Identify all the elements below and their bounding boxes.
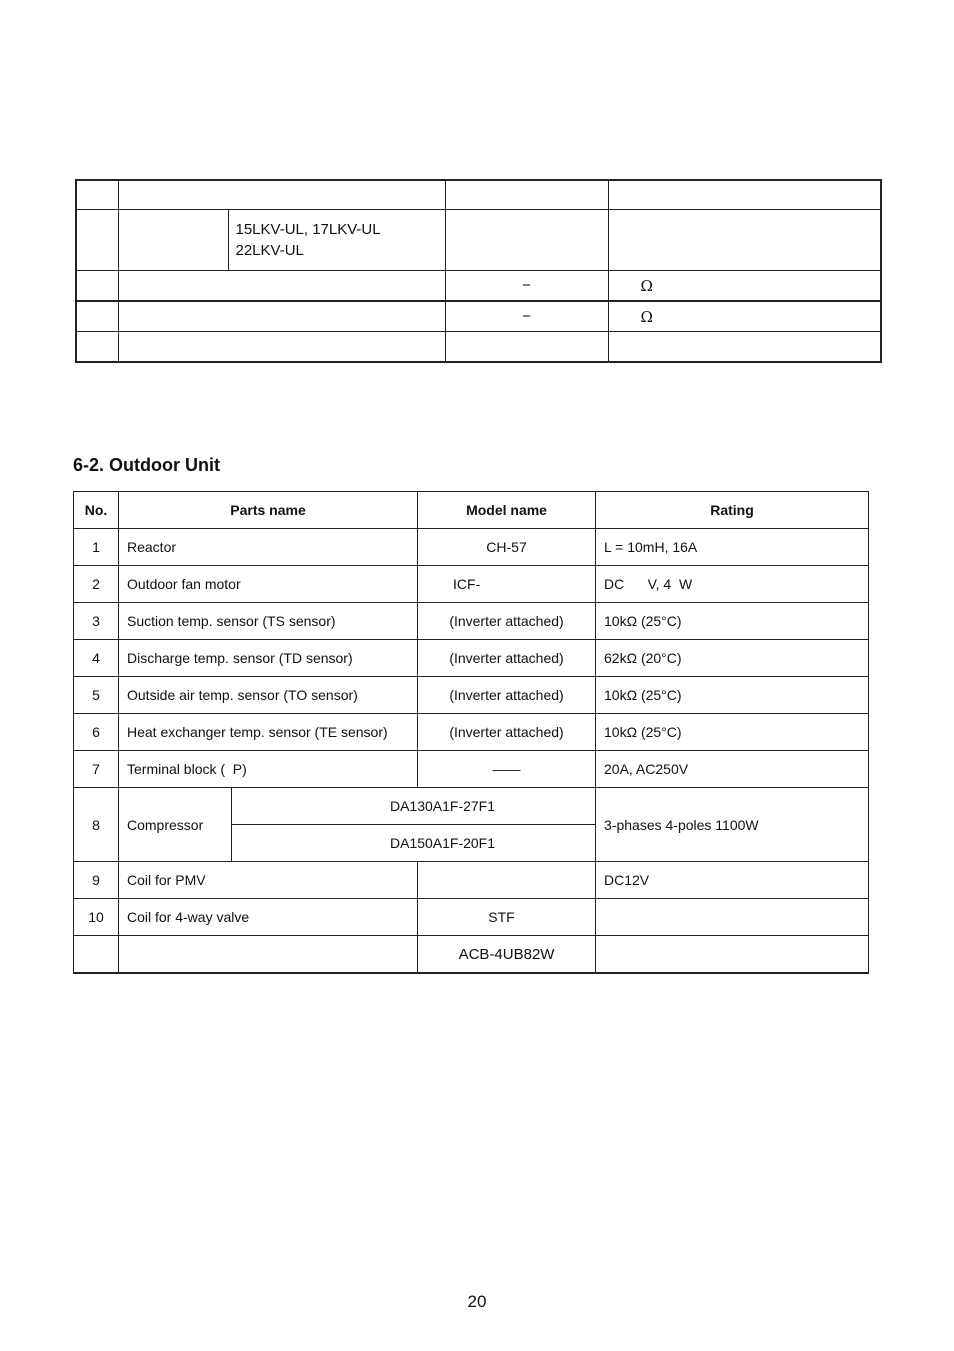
table-row	[76, 301, 881, 332]
header-parts-name: Parts name	[119, 492, 418, 529]
table-row	[74, 603, 869, 640]
row-part: Suction temp. sensor (TS sensor)	[119, 603, 418, 640]
row-rating: L = 10mH, 16A	[596, 529, 869, 566]
row-no: 7	[74, 751, 119, 788]
row-model: ICF-	[418, 566, 596, 603]
row-no	[74, 936, 119, 974]
table-header-row	[74, 492, 869, 529]
table-row	[74, 899, 869, 936]
row-part: Reactor	[119, 529, 418, 566]
row-model: (Inverter attached)	[418, 714, 596, 751]
row-rating: 3-phases 4-poles 1100W	[596, 788, 869, 862]
table-row	[74, 529, 869, 566]
row-model: CH-57	[418, 529, 596, 566]
row-part	[119, 936, 418, 974]
row-part: Discharge temp. sensor (TD sensor)	[119, 640, 418, 677]
row-no: 2	[74, 566, 119, 603]
section-title: 6-2. Outdoor Unit	[73, 455, 220, 475]
dash-cell: −	[445, 271, 608, 302]
row-rating: 10kΩ (25°C)	[596, 714, 869, 751]
table-row	[76, 332, 881, 363]
model-line: 15LKV-UL, 17LKV-UL	[235, 221, 381, 238]
row-no: 6	[74, 714, 119, 751]
row-no: 9	[74, 862, 119, 899]
header-model-name: Model name	[418, 492, 596, 529]
table-row	[76, 180, 881, 210]
model-list	[228, 210, 445, 271]
row-rating: 20A, AC250V	[596, 751, 869, 788]
row-no: 3	[74, 603, 119, 640]
row-part: Outdoor fan motor	[119, 566, 418, 603]
ohm-cell: Ω	[608, 301, 881, 332]
row-no: 10	[74, 899, 119, 936]
row-no: 5	[74, 677, 119, 714]
row-model: DA150A1F-20F1	[232, 825, 596, 862]
ohm-cell: Ω	[608, 271, 881, 302]
row-model: ——	[418, 751, 596, 788]
row-rating	[596, 936, 869, 974]
row-rating: DC V, 4 W	[596, 566, 869, 603]
table-row	[74, 862, 869, 899]
row-part: Compressor	[119, 788, 232, 862]
row-part: Heat exchanger temp. sensor (TE sensor)	[119, 714, 418, 751]
row-part: Outside air temp. sensor (TO sensor)	[119, 677, 418, 714]
row-no: 1	[74, 529, 119, 566]
row-part: Coil for 4-way valve	[119, 899, 418, 936]
page-number: 20	[467, 1292, 487, 1311]
row-model	[418, 862, 596, 899]
row-rating: DC12V	[596, 862, 869, 899]
row-rating: 62kΩ (20°C)	[596, 640, 869, 677]
header-no: No.	[74, 492, 119, 529]
dash-cell: −	[445, 301, 608, 332]
row-model: (Inverter attached)	[418, 640, 596, 677]
header-rating: Rating	[596, 492, 869, 529]
table-row	[74, 751, 869, 788]
row-rating: 10kΩ (25°C)	[596, 603, 869, 640]
row-model: DA130A1F-27F1	[232, 788, 596, 825]
row-part: Terminal block ( P)	[119, 751, 418, 788]
model-line: 22LKV-UL	[235, 242, 304, 259]
row-rating: 10kΩ (25°C)	[596, 677, 869, 714]
table-row	[76, 271, 881, 302]
row-part: Coil for PMV	[119, 862, 418, 899]
table-row	[76, 210, 881, 271]
table-row	[74, 677, 869, 714]
outdoor-parts-table	[73, 491, 869, 974]
table-row	[74, 936, 869, 974]
row-no: 4	[74, 640, 119, 677]
row-no: 8	[74, 788, 119, 862]
table-row	[74, 640, 869, 677]
table-row	[74, 566, 869, 603]
row-model: STF	[418, 899, 596, 936]
table-row	[74, 788, 869, 825]
row-rating	[596, 899, 869, 936]
row-model: (Inverter attached)	[418, 677, 596, 714]
table-row	[74, 714, 869, 751]
row-model: ACB-4UB82W	[418, 936, 596, 974]
indoor-parts-table	[75, 179, 882, 363]
row-model: (Inverter attached)	[418, 603, 596, 640]
